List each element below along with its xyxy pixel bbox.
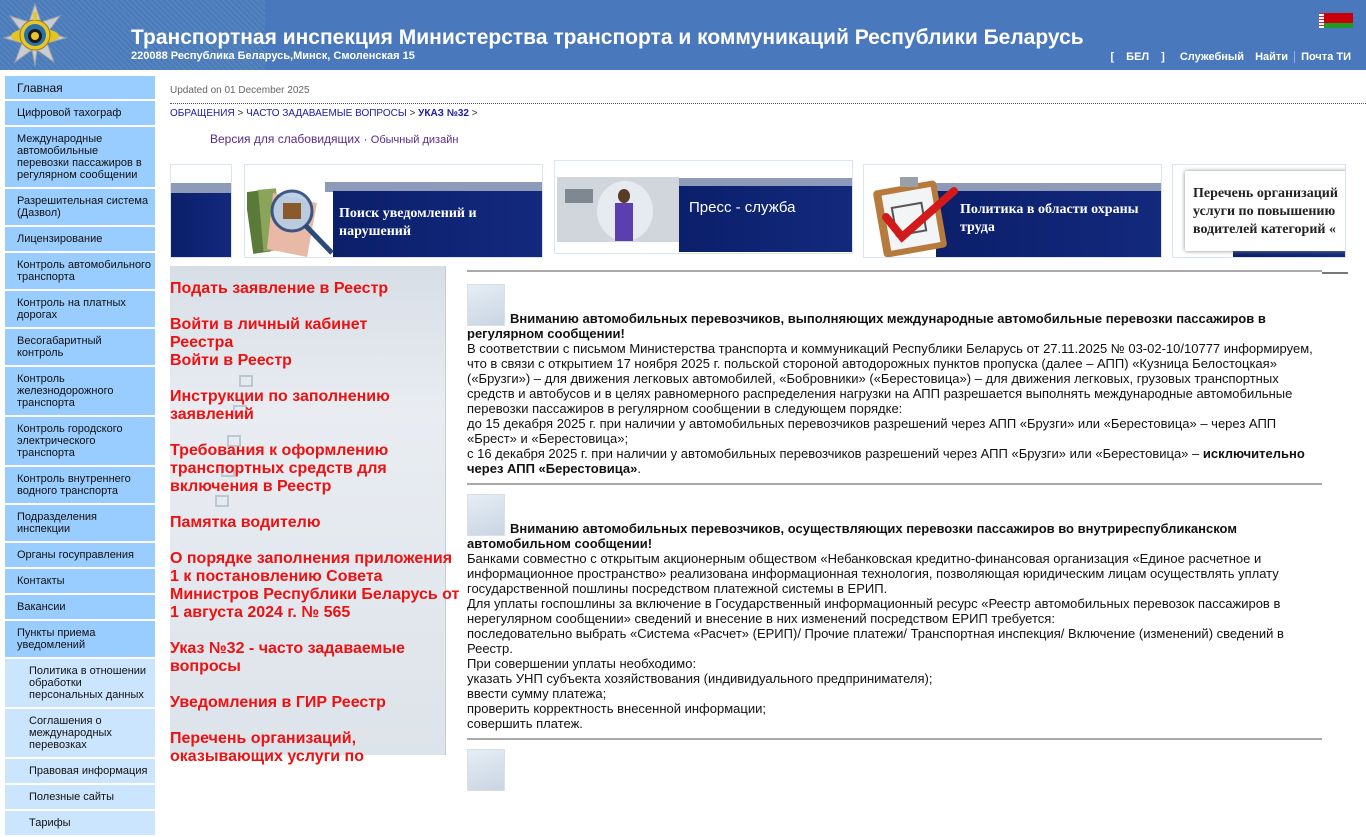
version-separator: · — [363, 132, 368, 146]
news-paragraph: проверить корректность внесенной информации; — [467, 701, 766, 716]
sidebar-item[interactable]: Весогабаритный контроль — [5, 329, 155, 367]
bracket-close: ] — [1161, 51, 1165, 63]
banner-text-line: Перечень организаций — [1193, 186, 1338, 201]
divider — [1322, 272, 1348, 274]
news-paragraph: ввести сумму платежа; — [467, 686, 607, 701]
banner-press-service[interactable] — [554, 160, 853, 254]
register-link[interactable]: Войти в личный кабинет Реестра — [170, 316, 368, 351]
sidebar-item[interactable]: Контроль городского электрического транспорта — [5, 417, 155, 467]
news-item — [467, 749, 1322, 791]
breadcrumb-item-appeals[interactable]: ОБРАЩЕНИЯ — [170, 108, 235, 119]
sidebar-item[interactable]: Органы госуправления — [5, 543, 155, 569]
sidebar-item[interactable]: Вакансии — [5, 595, 155, 621]
banner-search-notifications[interactable] — [244, 164, 543, 258]
breadcrumb — [170, 108, 478, 119]
banner-label — [1193, 185, 1346, 239]
news-text: с 16 декабря 2025 г. при наличии у автомобильных перевозчиков разрешений через АПП «Брузги» или «Берестовица» – — [467, 446, 1203, 461]
nav-separator — [1294, 51, 1295, 63]
register-link[interactable]: Инструкции по заполнению заявлений — [170, 388, 390, 423]
breadcrumb-item-ukaz32[interactable]: УКАЗ №32 — [418, 108, 469, 119]
site-address: 220088 Республика Беларусь,Минск, Смоленская 15 — [131, 50, 415, 62]
service-link[interactable]: Служебный — [1179, 51, 1245, 63]
register-link[interactable]: Уведомления в ГИР Реестр — [170, 694, 386, 711]
sidebar-menu — [5, 76, 155, 837]
divider — [467, 738, 1322, 740]
breadcrumb-separator: > — [471, 108, 478, 119]
register-link[interactable]: Перечень организаций, оказывающих услуги по — [170, 730, 364, 765]
sidebar-item[interactable]: Лицензирование — [5, 227, 155, 253]
register-link[interactable]: Памятка водителю — [170, 514, 321, 531]
sidebar-item[interactable]: Контроль внутреннего водного транспорта — [5, 467, 155, 505]
logo-emblem-icon[interactable] — [2, 2, 68, 68]
register-link[interactable]: Указ №32 - часто задаваемые вопросы — [170, 640, 405, 675]
banner-text-line: водителей категорий « — [1193, 222, 1336, 237]
news-title[interactable]: Вниманию автомобильных перевозчиков, осуществляющих перевозки пассажиров во внутриреспубликанском автомобильном сообщении! — [467, 521, 1237, 551]
news-feed — [467, 270, 1322, 791]
news-thumbnail-icon[interactable] — [467, 284, 505, 326]
sidebar-item[interactable]: Политика в отношении обработки персональных данных — [5, 659, 155, 709]
sidebar-item[interactable]: Подразделения инспекции — [5, 505, 155, 543]
banner-label: Пресс - служба — [689, 199, 796, 216]
top-navigation — [1107, 51, 1352, 63]
sidebar-item[interactable]: Главная — [5, 76, 155, 101]
sidebar-item[interactable]: Контроль железнодорожного транспорта — [5, 367, 155, 417]
banner-label: Поиск уведомлений и нарушений — [339, 206, 477, 239]
news-emphasis: исключительно через АПП «Берестовица» — [467, 446, 1305, 476]
news-paragraph: Для уплаты госпошлины за включение в Государственный информационный ресурс «Реестр автомобильных перевозок пассажиров в нерегулярном сообщении» сведений и внесение в них изменений посредством ЕРИП требуется: — [467, 596, 1281, 626]
normal-design-link[interactable]: Обычный дизайн — [370, 134, 459, 146]
news-thumbnail-icon[interactable] — [467, 494, 505, 536]
register-link[interactable]: О порядке заполнения приложения 1 к постановлению Совета Министров Республики Беларусь от 1 августа 2024 г. № 565 — [170, 550, 460, 621]
sidebar-item[interactable]: Разрешительная система (Дазвол) — [5, 189, 155, 227]
sidebar-item[interactable]: Контроль автомобильного транспорта — [5, 253, 155, 291]
sidebar-item[interactable]: Правовая информация — [5, 759, 155, 785]
news-paragraph — [467, 446, 1322, 476]
search-link[interactable]: Найти — [1255, 51, 1289, 63]
version-switch — [210, 132, 458, 146]
banner-label: Политика в области охраны труда — [960, 202, 1139, 235]
news-paragraph: до 15 декабря 2025 г. при наличии у автомобильных перевозчиков разрешений через АПП «Брузги» или «Берестовица» – через АПП «Брест» и «Берестовица»; — [467, 416, 1277, 446]
sidebar-item[interactable]: Соглашения о международных перевозках — [5, 709, 155, 759]
news-item — [467, 494, 1322, 731]
news-thumbnail-icon[interactable] — [467, 749, 505, 791]
banner-qualification-orgs[interactable] — [1172, 164, 1346, 258]
news-paragraph: указать УНП субъекта хозяйствования (индивидуального предпринимателя); — [467, 671, 933, 686]
banner-labor-safety[interactable] — [863, 164, 1162, 258]
bracket-open: [ — [1110, 51, 1115, 63]
sidebar-item[interactable]: Пункты приема уведомлений — [5, 621, 155, 659]
news-paragraph: совершить платеж. — [467, 716, 583, 731]
news-item — [467, 284, 1322, 476]
news-title[interactable]: Вниманию автомобильных перевозчиков, выполняющих международные автомобильные перевозки пассажиров в регулярном сообщении! — [467, 311, 1266, 341]
belarus-flag-icon — [1319, 13, 1353, 28]
site-header — [0, 0, 1366, 70]
news-paragraph: При совершении уплаты необходимо: — [467, 656, 697, 671]
breadcrumb-separator: > — [409, 108, 416, 119]
sidebar-item[interactable]: Полезные сайты — [5, 785, 155, 811]
register-link[interactable]: Войти в Реестр — [170, 352, 292, 369]
news-paragraph: Банками совместно с открытым акционерным обществом «Небанковская кредитно-финансовая организация «Единое расчетное и информационное пространство» реализована информационная технология, позволяющая юридическим лицам осуществлять уплату государственной пошлины посредством платежной системы в ЕРИП. — [467, 551, 1279, 596]
register-link[interactable]: Подать заявление в Реестр — [170, 280, 389, 297]
updated-date: Updated on 01 December 2025 — [170, 85, 310, 96]
language-switch-bel[interactable]: БЕЛ — [1126, 51, 1150, 63]
accessible-version-link[interactable]: Версия для слабовидящих — [210, 132, 361, 146]
register-link[interactable]: Требования к оформлению транспортных средств для включения в Реестр — [170, 442, 389, 495]
register-links-panel — [170, 266, 460, 768]
sidebar-item[interactable]: Тарифы — [5, 811, 155, 837]
breadcrumb-item-faq[interactable]: ЧАСТО ЗАДАВАЕМЫЕ ВОПРОСЫ — [246, 108, 407, 119]
dotted-divider — [170, 103, 1366, 104]
sidebar-item[interactable]: Контакты — [5, 569, 155, 595]
press-illustration — [557, 177, 679, 242]
sidebar-item[interactable]: Контроль на платных дорогах — [5, 291, 155, 329]
divider — [467, 483, 1322, 485]
banner-partial[interactable] — [170, 164, 232, 258]
news-paragraph: последовательно выбрать «Система «Расчет» (ЕРИП)/ Прочие платежи/ Транспортная инспекция/ Включение (изменений) сведений в Реестр. — [467, 626, 1284, 656]
site-title: Транспортная инспекция Министерства транспорта и коммуникаций Республики Беларусь — [131, 26, 1084, 49]
news-text: . — [637, 461, 641, 476]
news-paragraph: В соответствии с письмом Министерства транспорта и коммуникаций Республики Беларусь от 27.11.2025 № 03-02-10/10777 информируем, что в связи с открытием 17 ноября 2025 г. польской стороной автодорожных пунктов пропуска (далее – АПП) «Кузница Белостоцкая» («Брузги») – для движения легковых автомобилей, «Бобровники» («Берестовица») – для движения легковых, грузовых транспортных средств и автобусов и в целях равномерного распределения нагрузки на АПП разрешается выполнять международные автомобильные перевозки пассажиров в регулярном сообщении в следующем порядке: — [467, 341, 1313, 416]
divider — [467, 270, 1322, 272]
mail-link[interactable]: Почта ТИ — [1301, 51, 1351, 63]
sidebar-item[interactable]: Международные автомобильные перевозки пассажиров в регулярном сообщении — [5, 127, 155, 189]
clipboard-check-icon — [872, 169, 962, 257]
sidebar-item[interactable]: Цифровой тахограф — [5, 101, 155, 127]
banner-text-line: услуги по повышению — [1193, 204, 1336, 219]
breadcrumb-separator: > — [237, 108, 244, 119]
